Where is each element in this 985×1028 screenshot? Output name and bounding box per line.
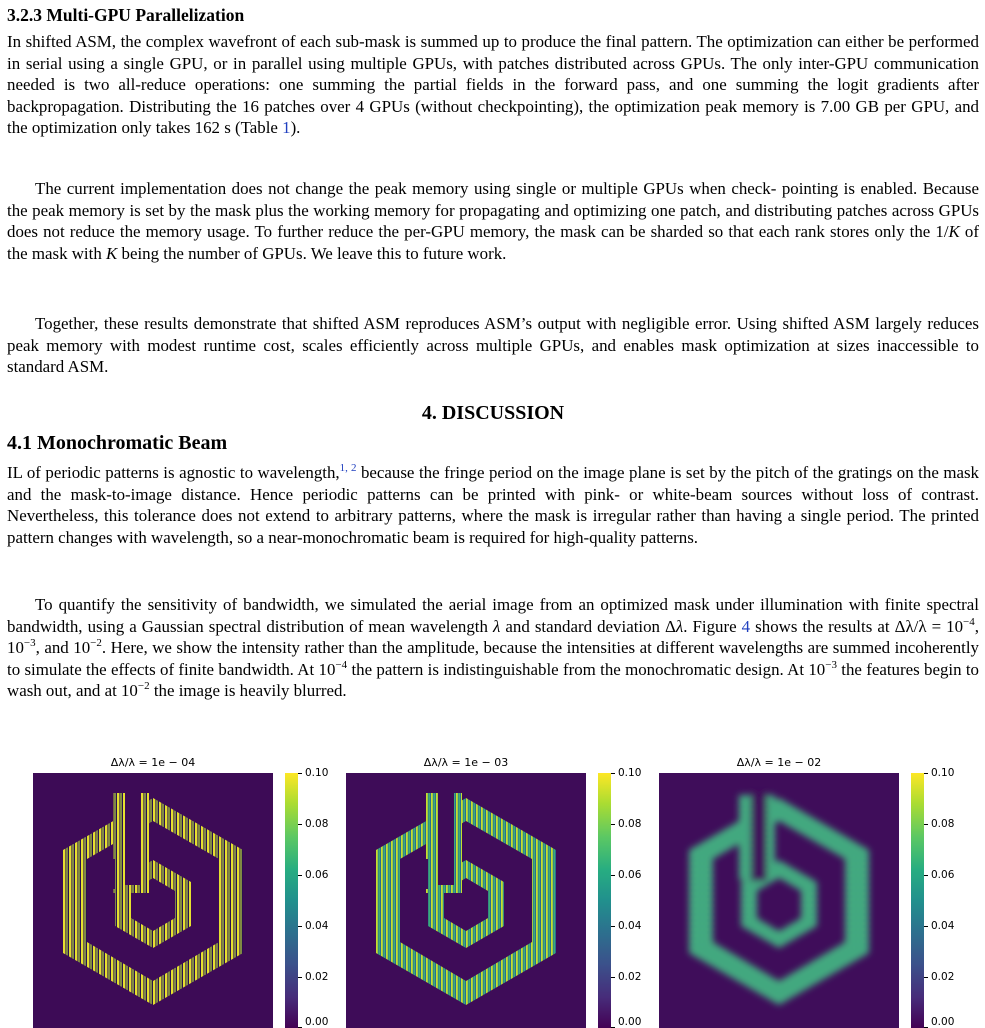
colorbar-tick-label: 0.06 <box>305 869 329 881</box>
colorbar-tick-label: 0.08 <box>305 818 329 830</box>
colorbar-tick-label: 0.00 <box>931 1016 955 1028</box>
text: . Here, we show the intensity rather than the amplitude, because the intensities at different wavelengths are summed incoherently to simulate the effects of finite bandwidth. At 10 <box>7 638 979 679</box>
text: shows the results at Δλ/λ = 10 <box>750 616 964 636</box>
paragraph-multi-gpu-3: Together, these results demonstrate that shifted ASM reproduces ASM’s output with negligible error. Using shifted ASM largely reduces peak memory with modest runtime cost, scales efficiently across multiple GPUs, and enables mask optimization at sizes inaccessible to standard ASM. <box>7 314 979 377</box>
math-lambda: λ <box>675 616 684 636</box>
paragraph-multi-gpu-2 <box>7 178 979 264</box>
exponent: −4 <box>963 615 975 628</box>
colorbar-tick-label: 0.10 <box>618 767 642 779</box>
section-heading-3-2-3: 3.2.3 Multi-GPU Parallelization <box>7 5 245 25</box>
colorbar-tick-label: 0.04 <box>931 920 955 932</box>
text: being the number of GPUs. We leave this to future work. <box>117 243 507 263</box>
colorbar-tick-label: 0.00 <box>305 1016 329 1028</box>
text: IL of periodic patterns is agnostic to wavelength, <box>7 463 340 482</box>
colorbar-tick-label: 0.00 <box>618 1016 642 1028</box>
panel-1e-03 <box>316 756 642 1028</box>
aerial-image-plot <box>33 773 273 1028</box>
panel-1e-02 <box>629 756 955 1028</box>
subsection-heading-monochromatic: 4.1 Monochromatic Beam <box>7 432 228 454</box>
panel-title: Δλ/λ = 1e − 03 <box>423 756 509 769</box>
colorbar-tick-label: 0.10 <box>931 767 955 779</box>
exponent: −4 <box>335 658 348 671</box>
table-reference-link[interactable]: 1 <box>282 118 291 138</box>
colorbar-tick <box>611 824 615 825</box>
colorbar-tick-label: 0.06 <box>931 869 955 881</box>
colorbar-tick-label: 0.06 <box>618 869 642 881</box>
section-heading-discussion: 4. DISCUSSION <box>421 402 565 424</box>
colorbar-tick-label: 0.08 <box>618 818 642 830</box>
paragraph-multi-gpu-1 <box>7 31 979 139</box>
colorbar <box>911 773 924 1028</box>
aerial-image-plot <box>346 773 586 1028</box>
colorbar-tick <box>298 926 302 927</box>
colorbar-tick-label: 0.04 <box>305 920 329 932</box>
text: , and 10 <box>35 638 91 658</box>
colorbar-tick <box>611 977 615 978</box>
text: The current implementation does not change the peak memory using single or multiple GPUs when check- pointing is enabled. Because the peak memory is set by the mask plus the working memory for propagating and optimizing one patch, and distributing patches across GPUs does not reduce the memory usage. To further reduce the per-GPU memory, the mask can be sharded so that each rank stores only the 1/ <box>7 179 979 242</box>
colorbar-tick <box>924 773 928 774</box>
math-lambda: λ <box>493 616 501 636</box>
colorbar-tick-label: 0.04 <box>618 920 642 932</box>
colorbar-tick <box>924 875 928 876</box>
text: of the mask with <box>7 222 979 263</box>
panel-title: Δλ/λ = 1e − 02 <box>736 756 822 769</box>
colorbar <box>598 773 611 1028</box>
text: the image is heavily blurred. <box>149 681 347 701</box>
figure-bandwidth-panels <box>0 756 985 1028</box>
exponent: −2 <box>137 680 150 693</box>
colorbar-tick-label: 0.02 <box>305 971 329 983</box>
colorbar-tick <box>924 824 928 825</box>
figure-reference-link[interactable]: 4 <box>741 616 751 636</box>
text: In shifted ASM, the complex wavefront of each sub-mask is summed up to produce the final pattern. The optimization can either be performed in serial using a single GPU, or in parallel using multiple GPUs, with patches distributed across GPUs. The only inter-GPU communication needed is two all-reduce operations: one summing the partial fields in the forward pass, and one summing the logit gradients after backpropagation. Distributing the 16 patches over 4 GPUs (without checkpointing), the optimization peak memory is 7.00 GB per GPU, and the optimization only takes 162 s (Table <box>7 32 979 138</box>
exponent: −3 <box>23 637 36 650</box>
colorbar-tick <box>298 875 302 876</box>
colorbar <box>285 773 298 1028</box>
colorbar-tick-label: 0.10 <box>305 767 329 779</box>
text: the pattern is indistinguishable from the monochromatic design. At 10 <box>347 659 826 679</box>
math-k: K <box>948 222 960 242</box>
panel-title: Δλ/λ = 1e − 04 <box>110 756 196 769</box>
colorbar-tick <box>298 773 302 774</box>
math-k: K <box>106 243 118 263</box>
text: because the fringe period on the image plane is set by the pitch of the gratings on the mask and the mask-to-image distance. Hence periodic patterns can be printed with pink- or white-beam sources without loss of contrast. Nevertheless, this tolerance does not extend to arbitrary patterns, where the mask is irregular rather than having a single period. The printed pattern changes with wavelength, so a near-monochromatic beam is required for high-quality patterns. <box>7 463 980 547</box>
colorbar-tick <box>611 875 615 876</box>
colorbar-tick-label: 0.08 <box>931 818 955 830</box>
citation-link[interactable]: 1, 2 <box>339 462 357 474</box>
colorbar-tick <box>924 977 928 978</box>
text: ). <box>290 118 301 138</box>
paragraph-monochromatic-1 <box>7 462 979 548</box>
paragraph-monochromatic-2 <box>7 594 979 702</box>
colorbar-tick <box>611 773 615 774</box>
text: . Figure <box>683 616 742 636</box>
colorbar-tick <box>298 977 302 978</box>
exponent: −2 <box>90 637 102 650</box>
colorbar-tick <box>611 926 615 927</box>
colorbar-tick <box>298 824 302 825</box>
exponent: −3 <box>825 658 837 671</box>
panel-1e-04 <box>3 756 329 1028</box>
text: and standard deviation Δ <box>500 616 676 636</box>
colorbar-tick <box>924 926 928 927</box>
text: , 10 <box>7 616 979 658</box>
text: To quantify the sensitivity of bandwidth, we simulated the aerial image from an optimized mask under illumination with finite spectral bandwidth, using a Gaussian spectral distribution of mean wavelength <box>7 595 979 636</box>
colorbar-tick-label: 0.02 <box>931 971 955 983</box>
text: the features begin to wash out, and at 10 <box>7 659 980 701</box>
colorbar-tick-label: 0.02 <box>618 971 642 983</box>
aerial-image-plot <box>659 773 899 1028</box>
